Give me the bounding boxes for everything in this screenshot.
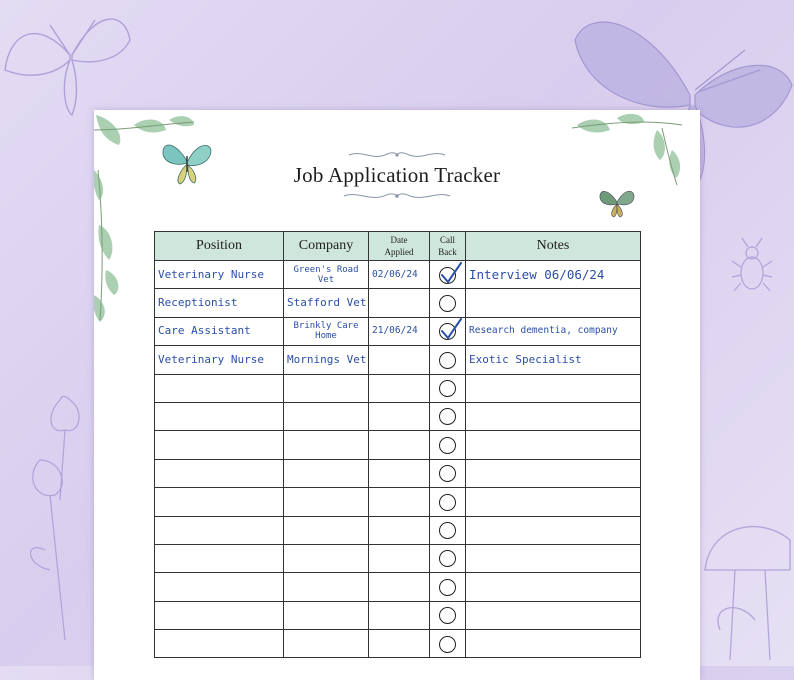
notes-cell[interactable] <box>466 346 641 374</box>
company-cell[interactable] <box>284 601 369 629</box>
call-back-checkbox[interactable] <box>439 579 456 596</box>
call-back-checkbox[interactable] <box>439 607 456 624</box>
call-back-checkbox[interactable] <box>439 380 456 397</box>
call-back-cell[interactable] <box>430 630 466 658</box>
date-cell[interactable] <box>369 346 430 374</box>
call-back-cell[interactable] <box>430 374 466 402</box>
notes-cell[interactable] <box>466 573 641 601</box>
company-cell[interactable] <box>284 516 369 544</box>
table-row <box>155 488 641 516</box>
date-text: 02/06/24 <box>372 268 418 280</box>
notes-cell[interactable] <box>466 431 641 459</box>
position-cell[interactable] <box>155 459 284 487</box>
flower-icon <box>20 390 100 640</box>
table-row <box>155 317 641 345</box>
date-cell[interactable] <box>369 601 430 629</box>
company-text: Green's Road Vet <box>293 264 359 285</box>
company-cell[interactable] <box>284 459 369 487</box>
call-back-checkbox[interactable] <box>439 437 456 454</box>
call-back-checkbox[interactable] <box>439 408 456 425</box>
date-text: 21/06/24 <box>372 325 418 337</box>
call-back-cell[interactable] <box>430 516 466 544</box>
position-cell[interactable] <box>155 289 284 317</box>
call-back-checkbox[interactable] <box>439 352 456 369</box>
beetle-icon <box>730 235 775 300</box>
call-back-cell[interactable] <box>430 261 466 289</box>
header-notes: Notes <box>466 232 641 261</box>
table-row <box>155 573 641 601</box>
call-back-checkbox[interactable] <box>439 494 456 511</box>
date-cell[interactable] <box>369 516 430 544</box>
position-cell[interactable] <box>155 346 284 374</box>
header-date-applied: Date Applied <box>369 232 430 261</box>
notes-cell[interactable] <box>466 488 641 516</box>
date-cell[interactable] <box>369 573 430 601</box>
table-row <box>155 374 641 402</box>
position-text: Veterinary Nurse <box>158 268 264 281</box>
call-back-checkbox[interactable] <box>439 636 456 653</box>
call-back-cell[interactable] <box>430 346 466 374</box>
notes-cell[interactable] <box>466 402 641 430</box>
notes-cell[interactable] <box>466 459 641 487</box>
header-company: Company <box>284 232 369 261</box>
date-cell[interactable] <box>369 459 430 487</box>
notes-cell[interactable] <box>466 317 641 345</box>
title-block <box>94 150 700 202</box>
date-cell[interactable] <box>369 374 430 402</box>
notes-cell[interactable] <box>466 630 641 658</box>
position-cell[interactable] <box>155 374 284 402</box>
position-cell[interactable] <box>155 544 284 572</box>
position-cell[interactable] <box>155 402 284 430</box>
call-back-cell[interactable] <box>430 601 466 629</box>
call-back-cell[interactable] <box>430 488 466 516</box>
table-row <box>155 261 641 289</box>
date-cell[interactable] <box>369 544 430 572</box>
call-back-checkbox[interactable] <box>439 550 456 567</box>
call-back-checkbox[interactable] <box>439 295 456 312</box>
notes-cell[interactable] <box>466 374 641 402</box>
call-back-cell[interactable] <box>430 431 466 459</box>
table-row <box>155 459 641 487</box>
date-cell[interactable] <box>369 289 430 317</box>
position-cell[interactable] <box>155 488 284 516</box>
mushroom-icon <box>700 510 794 666</box>
call-back-checkbox[interactable] <box>439 267 456 284</box>
moth-icon <box>0 0 140 120</box>
position-text: Care Assistant <box>158 325 251 338</box>
position-text: Receptionist <box>158 297 238 310</box>
flourish-bottom-icon <box>342 190 452 202</box>
table-row <box>155 630 641 658</box>
company-cell[interactable] <box>284 289 369 317</box>
tracker-page <box>94 110 700 680</box>
call-back-checkbox[interactable] <box>439 465 456 482</box>
call-back-checkbox[interactable] <box>439 522 456 539</box>
date-cell[interactable] <box>369 402 430 430</box>
date-cell[interactable] <box>369 431 430 459</box>
date-cell[interactable] <box>369 488 430 516</box>
check-mark-icon <box>439 262 463 286</box>
company-cell[interactable] <box>284 346 369 374</box>
company-text: Brinkly Care Home <box>293 321 359 342</box>
notes-cell[interactable] <box>466 289 641 317</box>
company-cell[interactable] <box>284 374 369 402</box>
company-cell[interactable] <box>284 488 369 516</box>
tracker-table <box>154 231 641 658</box>
call-back-cell[interactable] <box>430 402 466 430</box>
call-back-cell[interactable] <box>430 289 466 317</box>
table-row <box>155 516 641 544</box>
position-text: Veterinary Nurse <box>158 353 264 366</box>
notes-cell[interactable] <box>466 516 641 544</box>
call-back-cell[interactable] <box>430 544 466 572</box>
notes-text: Research dementia, company <box>469 325 618 337</box>
table-row <box>155 402 641 430</box>
call-back-cell[interactable] <box>430 317 466 345</box>
position-cell[interactable] <box>155 431 284 459</box>
check-mark-icon <box>439 318 463 342</box>
table-header-row <box>155 232 641 261</box>
call-back-cell[interactable] <box>430 459 466 487</box>
position-cell[interactable] <box>155 261 284 289</box>
position-cell[interactable] <box>155 516 284 544</box>
position-cell[interactable] <box>155 601 284 629</box>
company-cell[interactable] <box>284 261 369 289</box>
date-cell[interactable] <box>369 317 430 345</box>
notes-cell[interactable] <box>466 544 641 572</box>
page-title: Job Application Tracker <box>293 163 501 187</box>
table-row <box>155 431 641 459</box>
date-cell[interactable] <box>369 630 430 658</box>
table-row <box>155 289 641 317</box>
company-text: Stafford Vet <box>287 297 367 310</box>
date-cell[interactable] <box>369 261 430 289</box>
company-cell[interactable] <box>284 544 369 572</box>
table-row <box>155 544 641 572</box>
company-cell[interactable] <box>284 573 369 601</box>
call-back-checkbox[interactable] <box>439 323 456 340</box>
call-back-cell[interactable] <box>430 573 466 601</box>
table-row <box>155 346 641 374</box>
notes-cell[interactable] <box>466 601 641 629</box>
position-cell[interactable] <box>155 630 284 658</box>
company-cell[interactable] <box>284 402 369 430</box>
header-position: Position <box>155 232 284 261</box>
position-cell[interactable] <box>155 573 284 601</box>
company-cell[interactable] <box>284 630 369 658</box>
table-row <box>155 601 641 629</box>
notes-text: Interview 06/06/24 <box>469 268 605 281</box>
position-cell[interactable] <box>155 317 284 345</box>
company-cell[interactable] <box>284 431 369 459</box>
company-cell[interactable] <box>284 317 369 345</box>
flourish-top-icon <box>347 150 447 160</box>
notes-cell[interactable] <box>466 261 641 289</box>
header-call-back: Call Back <box>430 232 466 261</box>
company-text: Mornings Vet <box>287 353 367 366</box>
notes-text: Exotic Specialist <box>469 353 582 366</box>
